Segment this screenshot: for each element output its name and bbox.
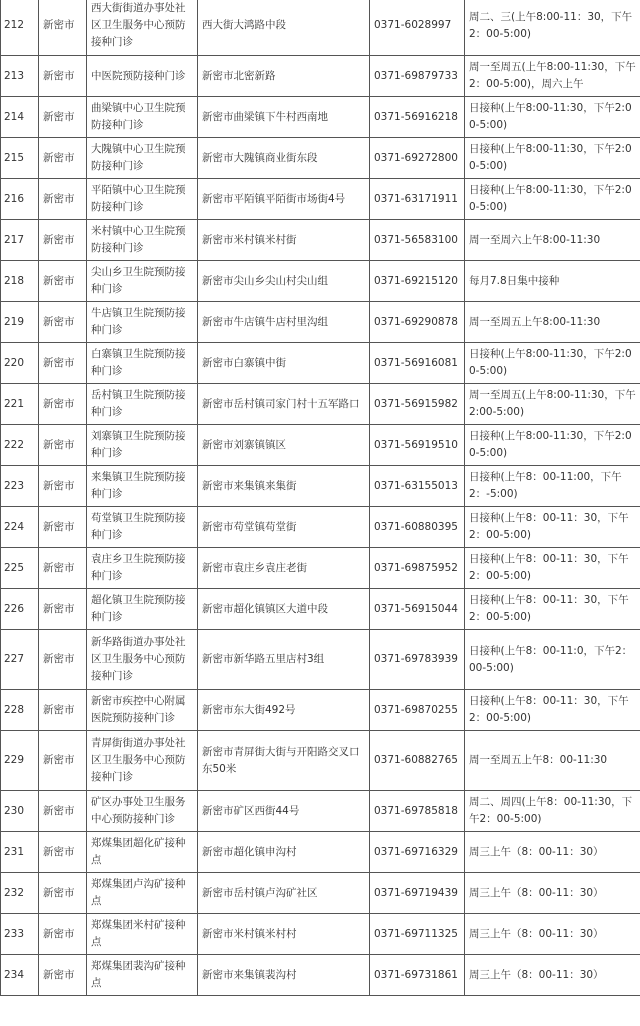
table-row — [1, 731, 640, 791]
phone-cell: 0371-56919510 — [370, 425, 465, 466]
table-body — [1, 0, 640, 996]
table-row — [1, 384, 640, 425]
city-cell: 新密市 — [39, 690, 87, 731]
city-cell: 新密市 — [39, 0, 87, 56]
address-cell: 新密市尖山乡尖山村尖山组 — [198, 261, 370, 302]
address-cell: 新密市岳村镇卢沟矿社区 — [198, 873, 370, 914]
phone-cell: 0371-60880395 — [370, 507, 465, 548]
phone-cell: 0371-69272800 — [370, 138, 465, 179]
row-number: 232 — [1, 873, 39, 914]
address-cell: 新密市米村镇米村村 — [198, 914, 370, 955]
clinic-name-cell: 青屏街街道办事处社区卫生服务中心预防接种门诊 — [87, 731, 198, 791]
phone-cell: 0371-56916218 — [370, 97, 465, 138]
hours-cell: 周二、周四(上午8：00-11:30，下午2：00-5:00) — [465, 791, 640, 832]
hours-cell: 日接种(上午8：00-11：30，下午2：00-5:00) — [465, 548, 640, 589]
phone-cell: 0371-69785818 — [370, 791, 465, 832]
phone-cell: 0371-69290878 — [370, 302, 465, 343]
clinic-name-cell: 超化镇卫生院预防接种门诊 — [87, 589, 198, 630]
row-number: 218 — [1, 261, 39, 302]
table-row — [1, 220, 640, 261]
table-row — [1, 548, 640, 589]
address-cell: 新密市超化镇镇区大道中段 — [198, 589, 370, 630]
table-row — [1, 425, 640, 466]
address-cell: 新密市曲梁镇下牛村西南地 — [198, 97, 370, 138]
row-number: 227 — [1, 630, 39, 690]
city-cell: 新密市 — [39, 384, 87, 425]
address-cell: 新密市苟堂镇苟堂街 — [198, 507, 370, 548]
row-number: 234 — [1, 955, 39, 996]
hours-cell: 日接种(上午8:00-11:30，下午2:00-5:00) — [465, 343, 640, 384]
row-number: 222 — [1, 425, 39, 466]
table-row — [1, 261, 640, 302]
clinic-name-cell: 岳村镇卫生院预防接种门诊 — [87, 384, 198, 425]
clinic-name-cell: 袁庄乡卫生院预防接种门诊 — [87, 548, 198, 589]
phone-cell: 0371-56583100 — [370, 220, 465, 261]
address-cell: 新密市牛店镇牛店村里沟组 — [198, 302, 370, 343]
row-number: 220 — [1, 343, 39, 384]
address-cell: 新密市矿区西街44号 — [198, 791, 370, 832]
phone-cell: 0371-69215120 — [370, 261, 465, 302]
city-cell: 新密市 — [39, 832, 87, 873]
table-row — [1, 138, 640, 179]
hours-cell: 日接种(上午8：00-11:00，下午2：-5:00) — [465, 466, 640, 507]
hours-cell: 日接种(上午8：00-11：30，下午2：00-5:00) — [465, 589, 640, 630]
phone-cell: 0371-56915982 — [370, 384, 465, 425]
city-cell: 新密市 — [39, 138, 87, 179]
row-number: 226 — [1, 589, 39, 630]
city-cell: 新密市 — [39, 343, 87, 384]
clinic-name-cell: 来集镇卫生院预防接种门诊 — [87, 466, 198, 507]
address-cell: 新密市米村镇米村街 — [198, 220, 370, 261]
clinic-name-cell: 郑煤集团超化矿接种点 — [87, 832, 198, 873]
hours-cell: 周一至周五(上午8:00-11:30，下午2：00-5:00)，周六上午 — [465, 56, 640, 97]
table-row — [1, 56, 640, 97]
table-row — [1, 466, 640, 507]
address-cell: 新密市来集镇来集街 — [198, 466, 370, 507]
address-cell: 新密市岳村镇司家门村十五军路口 — [198, 384, 370, 425]
clinic-name-cell: 刘寨镇卫生院预防接种门诊 — [87, 425, 198, 466]
hours-cell: 日接种(上午8：00-11：30，下午2：00-5:00) — [465, 690, 640, 731]
row-number: 233 — [1, 914, 39, 955]
clinic-name-cell: 西大街街道办事处社区卫生服务中心预防接种门诊 — [87, 0, 198, 56]
table-row — [1, 873, 640, 914]
table-row — [1, 589, 640, 630]
hours-cell: 周一至周五(上午8:00-11:30，下午2:00-5:00) — [465, 384, 640, 425]
clinic-name-cell: 新华路街道办事处社区卫生服务中心预防接种门诊 — [87, 630, 198, 690]
address-cell: 新密市平陌镇平陌街市场街4号 — [198, 179, 370, 220]
phone-cell: 0371-69870255 — [370, 690, 465, 731]
row-number: 217 — [1, 220, 39, 261]
city-cell: 新密市 — [39, 220, 87, 261]
phone-cell: 0371-69716329 — [370, 832, 465, 873]
row-number: 228 — [1, 690, 39, 731]
row-number: 223 — [1, 466, 39, 507]
clinic-name-cell: 郑煤集团米村矿接种点 — [87, 914, 198, 955]
city-cell: 新密市 — [39, 179, 87, 220]
hours-cell: 周一至周五上午8:00-11:30 — [465, 302, 640, 343]
clinic-name-cell: 大隗镇中心卫生院预防接种门诊 — [87, 138, 198, 179]
city-cell: 新密市 — [39, 589, 87, 630]
address-cell: 新密市超化镇申沟村 — [198, 832, 370, 873]
clinic-name-cell: 中医院预防接种门诊 — [87, 56, 198, 97]
phone-cell: 0371-60882765 — [370, 731, 465, 791]
row-number: 216 — [1, 179, 39, 220]
city-cell: 新密市 — [39, 302, 87, 343]
table-row — [1, 832, 640, 873]
city-cell: 新密市 — [39, 425, 87, 466]
row-number: 224 — [1, 507, 39, 548]
table-row — [1, 914, 640, 955]
city-cell: 新密市 — [39, 548, 87, 589]
phone-cell: 0371-69731861 — [370, 955, 465, 996]
hours-cell: 日接种(上午8:00-11:30，下午2:00-5:00) — [465, 138, 640, 179]
phone-cell: 0371-69875952 — [370, 548, 465, 589]
address-cell: 新密市来集镇裴沟村 — [198, 955, 370, 996]
clinic-name-cell: 尖山乡卫生院预防接种门诊 — [87, 261, 198, 302]
clinic-name-cell: 郑煤集团卢沟矿接种点 — [87, 873, 198, 914]
hours-cell: 日接种(上午8：00-11：30，下午2：00-5:00) — [465, 507, 640, 548]
address-cell: 新密市东大街492号 — [198, 690, 370, 731]
clinic-name-cell: 郑煤集团裴沟矿接种点 — [87, 955, 198, 996]
table-row — [1, 179, 640, 220]
clinic-name-cell: 米村镇中心卫生院预防接种门诊 — [87, 220, 198, 261]
table-row — [1, 343, 640, 384]
row-number: 229 — [1, 731, 39, 791]
city-cell: 新密市 — [39, 56, 87, 97]
table-row — [1, 690, 640, 731]
hours-cell: 日接种(上午8:00-11:30，下午2:00-5:00) — [465, 179, 640, 220]
phone-cell: 0371-63155013 — [370, 466, 465, 507]
hours-cell: 周三上午（8：00-11：30） — [465, 873, 640, 914]
table-row — [1, 0, 640, 56]
hours-cell: 周一至周五上午8：00-11:30 — [465, 731, 640, 791]
clinic-name-cell: 平陌镇中心卫生院预防接种门诊 — [87, 179, 198, 220]
address-cell: 新密市青屏街大街与开阳路交叉口东50米 — [198, 731, 370, 791]
city-cell: 新密市 — [39, 507, 87, 548]
address-cell: 新密市袁庄乡袁庄老街 — [198, 548, 370, 589]
row-number: 212 — [1, 0, 39, 56]
hours-cell: 周三上午（8：00-11：30） — [465, 914, 640, 955]
row-number: 215 — [1, 138, 39, 179]
table-row — [1, 630, 640, 690]
table-row — [1, 955, 640, 996]
clinic-name-cell: 曲梁镇中心卫生院预防接种门诊 — [87, 97, 198, 138]
phone-cell: 0371-69719439 — [370, 873, 465, 914]
city-cell: 新密市 — [39, 97, 87, 138]
clinic-name-cell: 牛店镇卫生院预防接种门诊 — [87, 302, 198, 343]
address-cell: 西大街大鸿路中段 — [198, 0, 370, 56]
hours-cell: 周三上午（8：00-11：30） — [465, 955, 640, 996]
city-cell: 新密市 — [39, 731, 87, 791]
hours-cell: 周二、三(上午8:00-11：30，下午2：00-5:00) — [465, 0, 640, 56]
clinic-name-cell: 苟堂镇卫生院预防接种门诊 — [87, 507, 198, 548]
row-number: 214 — [1, 97, 39, 138]
row-number: 230 — [1, 791, 39, 832]
address-cell: 新密市白寨镇中街 — [198, 343, 370, 384]
address-cell: 新密市新华路五里店村3组 — [198, 630, 370, 690]
address-cell: 新密市大隗镇商业街东段 — [198, 138, 370, 179]
hours-cell: 日接种(上午8:00-11:30，下午2:00-5:00) — [465, 97, 640, 138]
clinic-name-cell: 矿区办事处卫生服务中心预防接种门诊 — [87, 791, 198, 832]
address-cell: 新密市刘寨镇镇区 — [198, 425, 370, 466]
phone-cell: 0371-69711325 — [370, 914, 465, 955]
city-cell: 新密市 — [39, 466, 87, 507]
table-row — [1, 97, 640, 138]
phone-cell: 0371-6028997 — [370, 0, 465, 56]
phone-cell: 0371-69879733 — [370, 56, 465, 97]
hours-cell: 周三上午（8：00-11：30） — [465, 832, 640, 873]
row-number: 213 — [1, 56, 39, 97]
city-cell: 新密市 — [39, 955, 87, 996]
table-row — [1, 791, 640, 832]
city-cell: 新密市 — [39, 261, 87, 302]
phone-cell: 0371-56915044 — [370, 589, 465, 630]
phone-cell: 0371-63171911 — [370, 179, 465, 220]
phone-cell: 0371-69783939 — [370, 630, 465, 690]
row-number: 221 — [1, 384, 39, 425]
hours-cell: 日接种(上午8:00-11:30，下午2:00-5:00) — [465, 425, 640, 466]
row-number: 231 — [1, 832, 39, 873]
hours-cell: 日接种(上午8：00-11:0，下午2：00-5:00) — [465, 630, 640, 690]
city-cell: 新密市 — [39, 791, 87, 832]
city-cell: 新密市 — [39, 873, 87, 914]
table-row — [1, 507, 640, 548]
row-number: 225 — [1, 548, 39, 589]
city-cell: 新密市 — [39, 914, 87, 955]
hours-cell: 每月7.8日集中接种 — [465, 261, 640, 302]
address-cell: 新密市北密新路 — [198, 56, 370, 97]
clinic-name-cell: 新密市疾控中心附属医院预防接种门诊 — [87, 690, 198, 731]
city-cell: 新密市 — [39, 630, 87, 690]
hours-cell: 周一至周六上午8:00-11:30 — [465, 220, 640, 261]
row-number: 219 — [1, 302, 39, 343]
phone-cell: 0371-56916081 — [370, 343, 465, 384]
table-row — [1, 302, 640, 343]
clinic-name-cell: 白寨镇卫生院预防接种门诊 — [87, 343, 198, 384]
